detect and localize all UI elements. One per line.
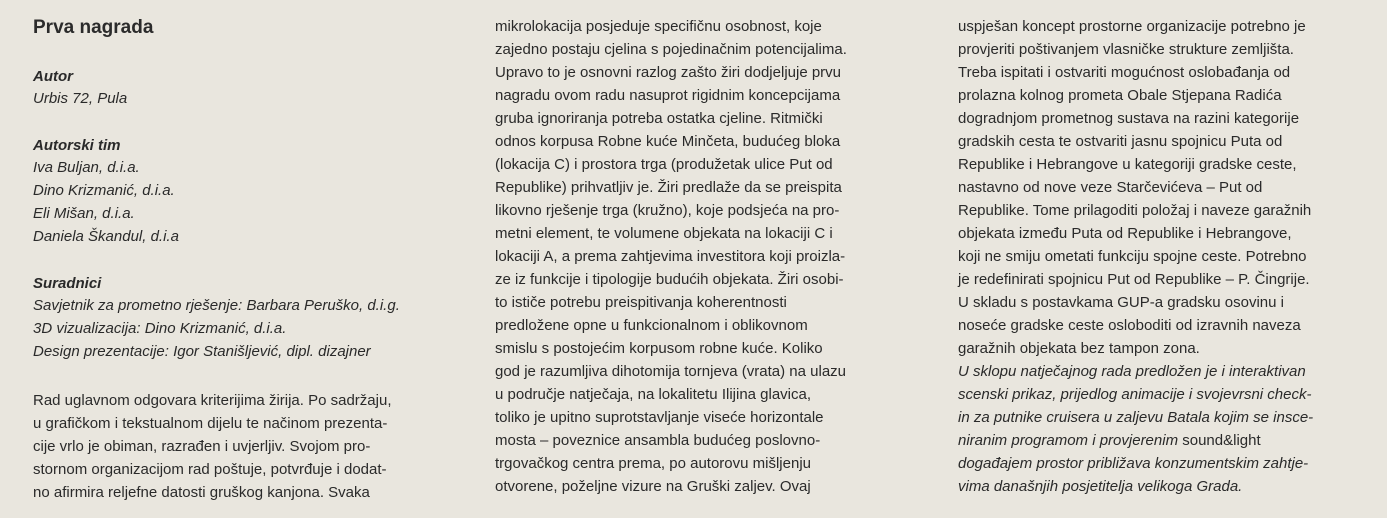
body-line: gruba ignoriranja potreba ostatka cjeline. Ritmički [495,110,823,127]
body-line: lokaciji A, a prema zahtjevima investitora koji proizla- [495,248,846,265]
body-line: stornom organizacijom rad poštuje, potvrđuje i dodat- [33,461,387,478]
body-line: uspješan koncept prostorne organizacije potrebno je [958,18,1306,35]
body-line: objekata između Puta od Republike i Hebrangove, [958,225,1292,242]
collaborators-label: Suradnici [33,275,102,292]
body-line: Republike. Tome prilagoditi položaj i naveze garažnih [958,202,1312,219]
body-line: u područje natječaja, na lokalitetu Ilijina glavica, [495,386,812,403]
body-line: Republike i Hebrangove u kategoriji gradske ceste, [958,156,1297,173]
body-line: provjeriti poštivanjem vlasničke strukture zemljišta. [958,41,1294,58]
team-member: Iva Buljan, d.i.a. [33,159,140,176]
collaborator: Savjetnik za prometno rješenje: Barbara Peruško, d.i.g. [33,297,400,314]
body-line: no afirmira reljefne datosti gruškog kanjona. Svaka [33,484,370,501]
body-line: otvorene, poželjne vizure na Gruški zaljev. Ovaj [495,478,811,495]
body-line: nagradu ovom radu nasuprot rigidnim koncepcijama [495,87,841,104]
team-member: Daniela Škandul, d.i.a [33,228,179,245]
body-line: predložene opne u funkcionalnom i oblikovnom [495,317,808,334]
collaborator: Design prezentacije: Igor Stanišljević, dipl. dizajner [33,343,371,360]
body-line: ze iz funkcije i tipologije budućih objekata. Žiri osobi- [495,271,844,288]
team-member: Eli Mišan, d.i.a. [33,205,135,222]
body-line: (lokacija C) i prostora trga (produžetak ulice Put od [495,156,833,173]
body-line: odnos korpusa Robne kuće Minčeta, budućeg bloka [495,133,841,150]
italic-line: U sklopu natječajnog rada predložen je i interaktivan [958,363,1306,380]
body-line: Upravo to je osnovni razlog zašto žiri dodjeljuje prvu [495,64,842,81]
body-line: mosta – poveznice ansambla budućeg poslovno- [495,432,821,449]
body-line: to ističe potrebu preispitivanja koherentnosti [495,294,787,311]
body-line: garažnih objekata bez tampon zona. [958,340,1200,357]
body-line: Republike) prihvatljiv je. Žiri predlaže da se preispita [495,179,842,196]
italic-line: scenski prikaz, prijedlog animacije i svojevrsni check- [958,386,1312,403]
body-line: U skladu s postavkama GUP-a gradsku osovinu i [958,294,1284,311]
body-line: zajedno postaju cjelina s pojedinačnim potencijalima. [495,41,847,58]
body-line: dogradnjom prometnog sustava na razini kategorije [958,110,1300,127]
collaborator: 3D vizualizacija: Dino Krizmanić, d.i.a. [33,320,287,337]
body-line: nastavno od nove veze Starčevićeva – Put od [958,179,1263,196]
author-label: Autor [33,68,73,85]
author-name: Urbis 72, Pula [33,90,128,107]
body-line: je redefinirati spojnicu Put od Republike – P. Čingrije. [958,271,1310,288]
italic-line: događajem prostor približava konzumentskim zahtje- [958,455,1309,472]
roman-fragment: sound&light [1182,432,1261,449]
body-line: mikrolokacija posjeduje specifičnu osobnost, koje [495,18,822,35]
body-line: metni element, te volumene objekata na lokaciji C i [495,225,833,242]
body-line: likovno rješenje trga (kružno), koje podsjeća na pro- [495,202,840,219]
body-line: gradskih cesta te ostvariti jasnu spojnicu Puta od [958,133,1283,150]
body-line: prolazna kolnog prometa Obale Stjepana Radića [958,87,1282,104]
italic-line: vima današnjih posjetitelja velikoga Grada. [958,478,1243,495]
section-title: Prva nagrada [33,17,154,38]
italic-line: in za putnike cruisera u zaljevu Batala kojim se insce- [958,409,1314,426]
italic-line-mixed [958,430,1261,452]
body-line: Treba ispitati i ostvariti mogućnost oslobađanja od [958,64,1291,81]
body-line: u grafičkom i tekstualnom dijelu te načinom prezenta- [33,415,388,432]
body-line: noseće gradske ceste osloboditi od izravnih naveza [958,317,1301,334]
body-line: cije vrlo je obiman, razrađen i uvjerljiv. Svojom pro- [33,438,371,455]
italic-fragment: niranim programom i provjerenim [958,432,1183,449]
team-label: Autorski tim [33,137,121,154]
body-line: toliko je upitno suprotstavljanje viseće horizontale [495,409,824,426]
body-line: Rad uglavnom odgovara kriterijima žirija. Po sadržaju, [33,392,392,409]
team-member: Dino Krizmanić, d.i.a. [33,182,175,199]
body-line: trgovačkog centra prema, po autorovu mišljenju [495,455,811,472]
body-line: koji ne smiju ometati funkciju spojne ceste. Potrebno [958,248,1307,265]
body-line: smislu s postojećim korpusom robne kuće. Koliko [495,340,823,357]
body-line: god je razumljiva dihotomija tornjeva (vrata) na ulazu [495,363,847,380]
